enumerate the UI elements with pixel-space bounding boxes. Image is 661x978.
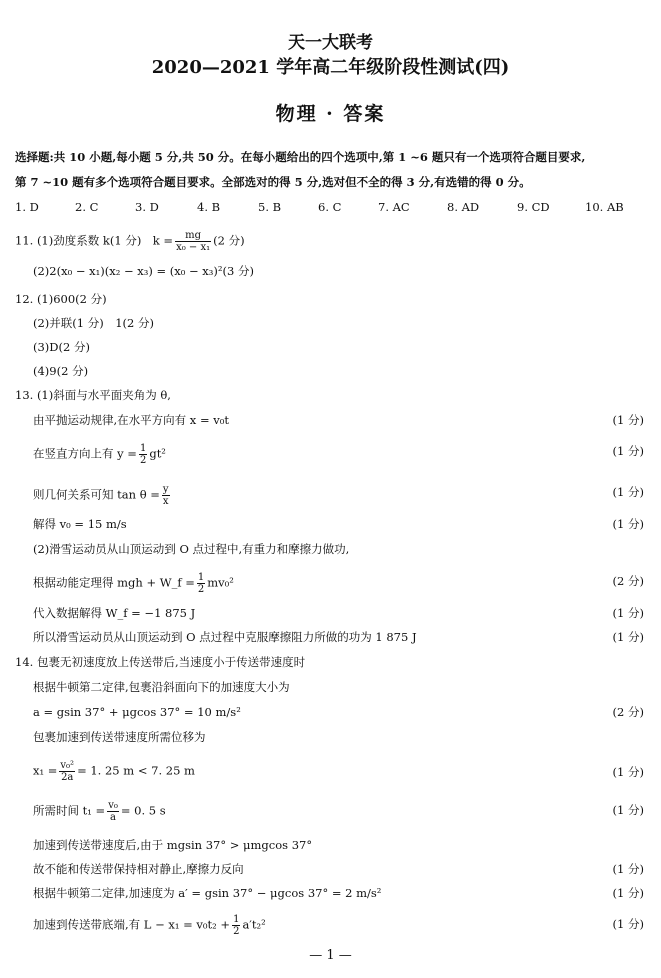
score-mark: (1 分) bbox=[612, 444, 644, 458]
q11-part1: 11. (1)劲度系数 k(1 分) k = $\frac{mg}{\text{x₀ − x₁}}$ (2 分) bbox=[15, 230, 245, 253]
intro-line-2: 第 7 ~10 题有多个选项符合题目要求。全部选对的得 5 分,选对但不全的得 3 分,有选错的得 0 分。 bbox=[15, 175, 531, 189]
q14-line-2: 根据牛顿第二定律,包裹沿斜面向下的加速度大小为 bbox=[33, 680, 290, 694]
q14-line-6: 所需时间 t₁ = $\frac{\text{v₀}}{a}$ = 0. 5 s bbox=[33, 800, 166, 823]
score-mark: (1 分) bbox=[612, 517, 644, 531]
q13-line-6: (2)滑雪运动员从山顶运动到 O 点过程中,有重力和摩擦力做功, bbox=[33, 542, 350, 556]
q13-fraction-half-2: $\frac{1}{2}$ bbox=[197, 572, 205, 595]
answer-2: 2. C bbox=[75, 200, 99, 214]
q14-fraction-x1: $\frac{\text{v₀²}}{2a}$ bbox=[60, 760, 75, 783]
page-number: — 1 — bbox=[309, 948, 352, 963]
exam-title: 2020—2021 学年高二年级阶段性测试(四) bbox=[151, 57, 510, 78]
answer-10: 10. AB bbox=[585, 200, 624, 214]
q12-part1: 12. (1)600(2 分) bbox=[15, 292, 107, 306]
q14-line-3: a = gsin 37° + μgcos 37° = 10 m/s² bbox=[33, 705, 241, 719]
score-mark: (1 分) bbox=[612, 765, 644, 779]
q14-line-1: 14. 包裹无初速度放上传送带后,当速度小于传送带速度时 bbox=[15, 655, 306, 669]
score-mark: (1 分) bbox=[612, 886, 644, 900]
score-mark: (1 分) bbox=[612, 606, 644, 620]
answer-9: 9. CD bbox=[517, 200, 550, 214]
q13-line-3: 在竖直方向上有 y = $\frac{1}{2}$ gt² bbox=[33, 443, 166, 466]
q13-fraction-yx: $\frac{y}{x}$ bbox=[162, 484, 169, 507]
q12-part2: (2)并联(1 分) 1(2 分) bbox=[33, 316, 154, 330]
answer-1: 1. D bbox=[15, 200, 39, 214]
score-mark: (1 分) bbox=[612, 803, 644, 817]
q11-part2: (2)2(x₀ − x₁)(x₂ − x₃) = (x₀ − x₃)²(3 分) bbox=[33, 264, 254, 278]
answer-4: 4. B bbox=[197, 200, 221, 214]
score-mark: (2 分) bbox=[612, 705, 644, 719]
q14-fraction-half: $\frac{1}{2}$ bbox=[233, 914, 240, 937]
q14-line-5: x₁ = $\frac{\text{v₀²}}{2a}$ = 1. 25 m < 7. 25 m bbox=[33, 760, 195, 783]
q11-fraction: $\frac{mg}{\text{x₀ − x₁}}$ bbox=[176, 230, 211, 253]
q13-line-4: 则几何关系可知 tan θ = $\frac{y}{x}$ bbox=[33, 484, 169, 507]
org-title: 天一大联考 bbox=[288, 33, 373, 53]
answer-8: 8. AD bbox=[447, 200, 480, 214]
q13-line-9: 所以滑雪运动员从山顶运动到 O 点过程中克服摩擦阻力所做的功为 1 875 J bbox=[33, 630, 417, 644]
q13-fraction-half: $\frac{1}{2}$ bbox=[139, 443, 147, 466]
q12-part4: (4)9(2 分) bbox=[33, 364, 89, 378]
score-mark: (1 分) bbox=[612, 862, 644, 876]
intro-line-1: 选择题:共 10 小题,每小题 5 分,共 50 分。在每小题给出的四个选项中,第 1 ~6 题只有一个选项符合题目要求, bbox=[15, 150, 586, 164]
q14-line-8: 故不能和传送带保持相对静止,摩擦力反向 bbox=[33, 862, 244, 876]
subject-title: 物理 · 答案 bbox=[275, 103, 386, 125]
q14-line-7: 加速到传送带速度后,由于 mgsin 37° > μmgcos 37° bbox=[33, 838, 313, 852]
q14-fraction-t1: $\frac{\text{v₀}}{a}$ bbox=[108, 800, 118, 823]
answer-3: 3. D bbox=[135, 200, 159, 214]
q13-line-2: 由平抛运动规律,在水平方向有 x = v₀t bbox=[33, 413, 229, 427]
q13-line-7: 根据动能定理得 mgh + W_f = $\frac{1}{2}$ mv₀² bbox=[33, 572, 234, 595]
q13-line-1: 13. (1)斜面与水平面夹角为 θ, bbox=[15, 388, 171, 402]
q14-line-4: 包裹加速到传送带速度所需位移为 bbox=[33, 730, 206, 744]
score-mark: (1 分) bbox=[612, 630, 644, 644]
score-mark: (2 分) bbox=[612, 574, 644, 588]
q14-line-9: 根据牛顿第二定律,加速度为 a′ = gsin 37° − μgcos 37° = 2 m/s² bbox=[33, 886, 382, 900]
q13-line-5: 解得 v₀ = 15 m/s bbox=[33, 517, 127, 531]
q13-line-8: 代入数据解得 W_f = −1 875 J bbox=[33, 606, 196, 620]
answer-5: 5. B bbox=[258, 200, 282, 214]
answer-7: 7. AC bbox=[378, 200, 410, 214]
q12-part3: (3)D(2 分) bbox=[33, 340, 90, 354]
answer-6: 6. C bbox=[318, 200, 342, 214]
score-mark: (1 分) bbox=[612, 485, 644, 499]
score-mark: (1 分) bbox=[612, 413, 644, 427]
q14-line-10: 加速到传送带底端,有 L − x₁ = v₀t₂ + $\frac{1}{2}$ a′t₂² bbox=[33, 914, 266, 937]
score-mark: (1 分) bbox=[612, 917, 644, 931]
